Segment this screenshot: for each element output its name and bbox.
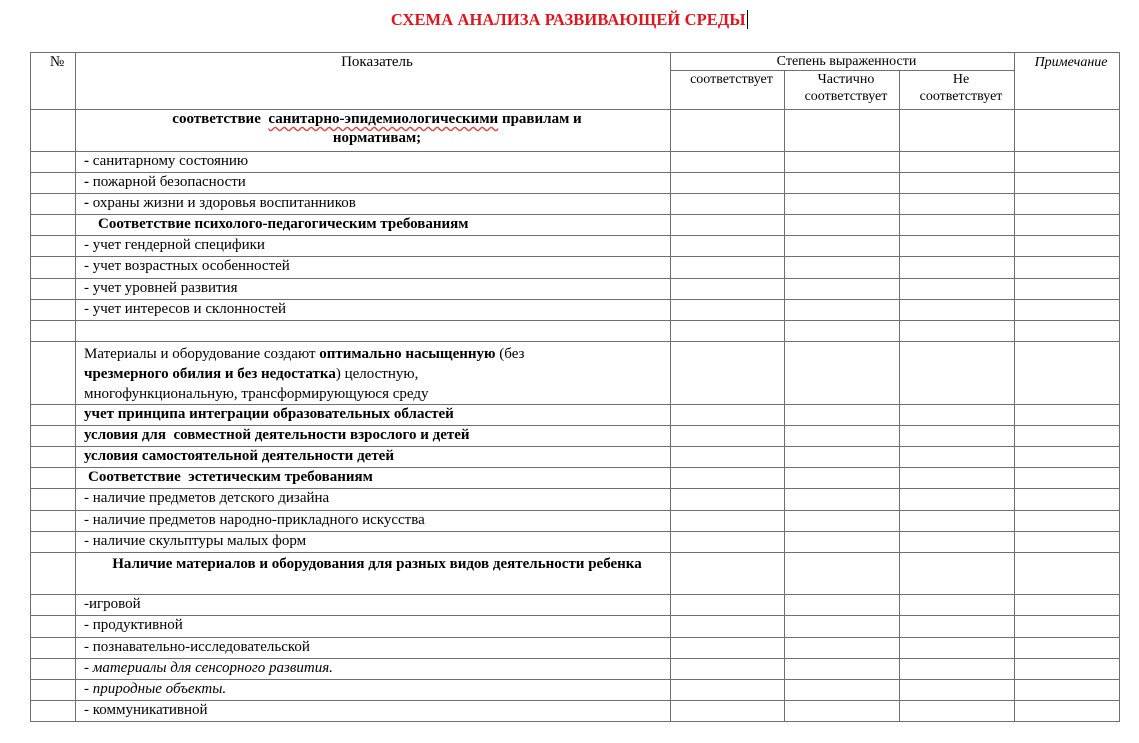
table-row (31, 489, 1120, 511)
aesthetic-heading: Соответствие эстетическим требованиям (76, 468, 671, 489)
sanitary-heading: соответствие санитарно-эпидемиологическими правилам и нормативам; (76, 110, 671, 152)
table-row-empty (31, 321, 1120, 342)
header-partial: Частично соответствует (785, 71, 900, 110)
table-row (31, 300, 1120, 321)
row-levels: - учет уровней развития (76, 279, 671, 300)
materials-description: Материалы и оборудование создают оптимально насыщенную (без чрезмерного обилия и без недостатка) целостную, многофункциональную, трансформирующуюся среду (76, 342, 671, 405)
table-row (31, 680, 1120, 701)
text-cursor (747, 10, 749, 29)
row-sculpture: - наличие скульптуры малых форм (76, 532, 671, 553)
table-row (31, 659, 1120, 680)
table-row (31, 279, 1120, 300)
row-nature: - природные объекты. (76, 680, 671, 701)
row-cognitive: - познавательно-исследовательской (76, 638, 671, 659)
row-interests: - учет интересов и склонностей (76, 300, 671, 321)
table-row (31, 110, 1120, 152)
document-title: СХЕМА АНАЛИЗА РАЗВИВАЮЩЕЙ СРЕДЫ (0, 10, 1139, 30)
table-row (31, 405, 1120, 426)
table-row (31, 511, 1120, 532)
activity-heading: Наличие материалов и оборудования для разных видов деятельности ребенка (76, 553, 671, 595)
row-independent: условия самостоятельной деятельности детей (76, 447, 671, 468)
row-integration: учет принципа интеграции образовательных областей (76, 405, 671, 426)
header-note: Примечание (1015, 53, 1120, 110)
row-game: -игровой (76, 595, 671, 616)
table-row (31, 173, 1120, 194)
table-header-row (31, 53, 1120, 71)
header-indicator: Показатель (76, 53, 671, 110)
header-matches: соответствует (671, 71, 785, 110)
row-age: - учет возрастных особенностей (76, 257, 671, 279)
table-row (31, 152, 1120, 173)
table-row (31, 236, 1120, 257)
table-row (31, 447, 1120, 468)
table-row (31, 194, 1120, 215)
table-row (31, 616, 1120, 638)
table-row (31, 553, 1120, 595)
table-row (31, 257, 1120, 279)
table-row (31, 595, 1120, 616)
row-communicative: - коммуникативной (76, 701, 671, 722)
table-row (31, 426, 1120, 447)
header-degree: Степень выраженности (671, 53, 1015, 71)
analysis-table (30, 52, 1120, 722)
row-gender: - учет гендерной специфики (76, 236, 671, 257)
header-not-matches: Не соответствует (900, 71, 1015, 110)
row-joint: условия для совместной деятельности взрослого и детей (76, 426, 671, 447)
table-row (31, 532, 1120, 553)
table-row (31, 701, 1120, 722)
header-number: № (31, 53, 76, 110)
row-design: - наличие предметов детского дизайна (76, 489, 671, 511)
psych-heading: Соответствие психолого-педагогическим требованиям (76, 215, 671, 236)
row-sanitary: - санитарному состоянию (76, 152, 671, 173)
table-row (31, 638, 1120, 659)
row-life: - охраны жизни и здоровья воспитанников (76, 194, 671, 215)
row-productive: - продуктивной (76, 616, 671, 638)
table-row (31, 215, 1120, 236)
row-folk: - наличие предметов народно-прикладного искусства (76, 511, 671, 532)
row-sensory: - материалы для сенсорного развития. (76, 659, 671, 680)
row-fire: - пожарной безопасности (76, 173, 671, 194)
table-row (31, 342, 1120, 405)
table-row (31, 468, 1120, 489)
